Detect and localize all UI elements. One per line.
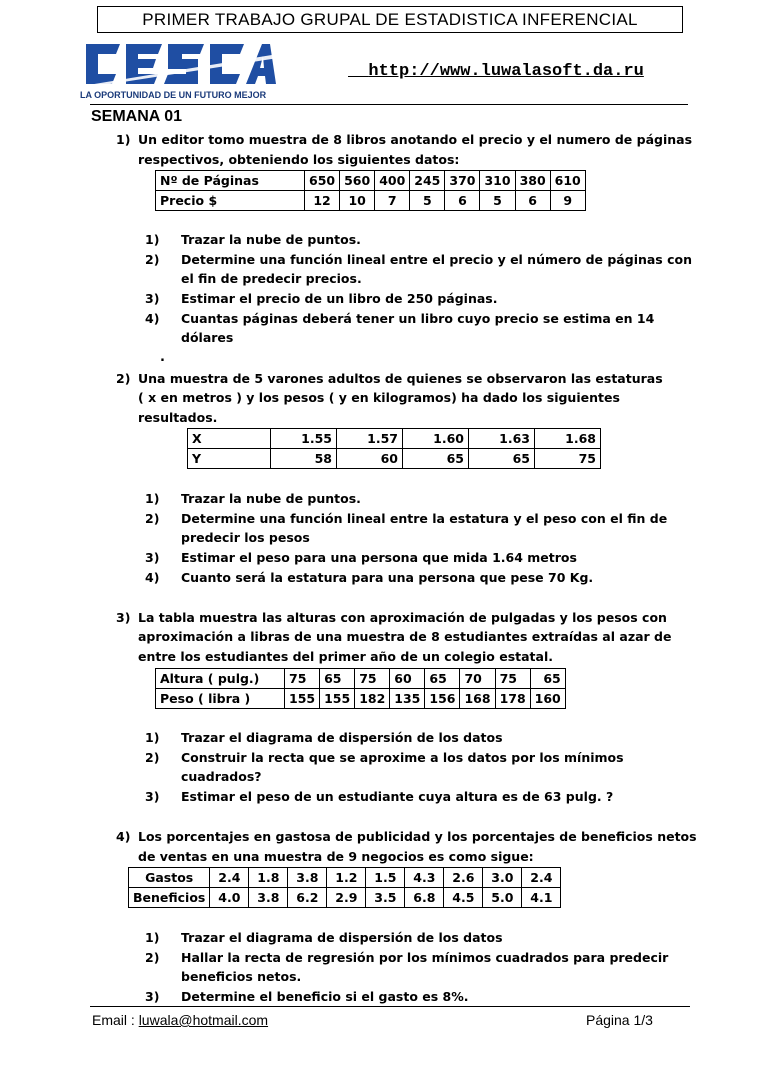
- table-cell: 60: [390, 669, 425, 689]
- table-cell: 245: [410, 171, 445, 191]
- row-label: X: [188, 429, 271, 449]
- table-cell: 6: [445, 191, 480, 211]
- task-text: dólares: [181, 330, 234, 345]
- section-title: SEMANA 01: [91, 108, 182, 125]
- data-table: [155, 668, 566, 709]
- table-cell: 155: [285, 689, 320, 709]
- table-cell: 2.4: [522, 868, 561, 888]
- table-cell: 6: [515, 191, 550, 211]
- task-text: Determine una función lineal entre el precio y el número de páginas con: [181, 252, 692, 267]
- problem-number: 3): [116, 610, 131, 625]
- table-cell: 7: [375, 191, 410, 211]
- table-cell: 10: [340, 191, 375, 211]
- table-cell: 3.0: [483, 868, 522, 888]
- table-cell: 75: [535, 449, 601, 469]
- email-label: Email :: [92, 1012, 135, 1028]
- task-text: beneficios netos.: [181, 969, 302, 984]
- task-number: 3): [145, 291, 160, 306]
- table-cell: 9: [550, 191, 585, 211]
- table-cell: 1.8: [249, 868, 288, 888]
- table-cell: 58: [271, 449, 337, 469]
- email-link[interactable]: luwala@hotmail.com: [138, 1012, 269, 1028]
- table-cell: 1.63: [469, 429, 535, 449]
- table-cell: 75: [285, 669, 320, 689]
- task-text: cuadrados?: [181, 769, 262, 784]
- task-text: Determine una función lineal entre la estatura y el peso con el fin de: [181, 511, 668, 526]
- problem-text-line: Una muestra de 5 varones adultos de quienes se observaron las estaturas: [138, 371, 663, 386]
- task-text: Estimar el peso para una persona que mida 1.64 metros: [181, 550, 577, 565]
- problem-text-line: La tabla muestra las alturas con aproximación de pulgadas y los pesos con: [138, 610, 667, 625]
- task-number: 3): [145, 989, 160, 1004]
- table-cell: 4.0: [210, 888, 249, 908]
- row-label: Beneficios: [129, 888, 210, 908]
- task-text: Determine el beneficio si el gasto es 8%.: [181, 989, 469, 1004]
- footer-divider: [90, 1006, 690, 1007]
- row-label: Nº de Páginas: [156, 171, 305, 191]
- table-cell: 6.2: [288, 888, 327, 908]
- table-cell: 560: [340, 171, 375, 191]
- table-cell: 1.57: [337, 429, 403, 449]
- table-row: [156, 191, 586, 211]
- table-row: [156, 669, 566, 689]
- table-row: [188, 429, 601, 449]
- problem-text-line: aproximación a libras de una muestra de 8 estudiantes extraídas al azar de: [138, 629, 672, 644]
- task-number: 1): [145, 491, 160, 506]
- task-number: 2): [145, 950, 160, 965]
- table-cell: 4.1: [522, 888, 561, 908]
- cesca-logo-graphic: [78, 40, 278, 90]
- row-label: Altura ( pulg.): [156, 669, 285, 689]
- table-row: [188, 449, 601, 469]
- table-cell: 12: [305, 191, 340, 211]
- task-text: Trazar la nube de puntos.: [181, 491, 361, 506]
- table-cell: 3.8: [249, 888, 288, 908]
- table-cell: 1.2: [327, 868, 366, 888]
- table-cell: 75: [495, 669, 530, 689]
- table-cell: 400: [375, 171, 410, 191]
- table-cell: 182: [355, 689, 390, 709]
- task-text: Estimar el peso de un estudiante cuya altura es de 63 pulg. ?: [181, 789, 614, 804]
- table-cell: 1.68: [535, 429, 601, 449]
- table-cell: 3.5: [366, 888, 405, 908]
- problem-text-line: de ventas en una muestra de 9 negocios es como sigue:: [138, 849, 534, 864]
- table-cell: 3.8: [288, 868, 327, 888]
- task-text: Trazar el diagrama de dispersión de los datos: [181, 930, 503, 945]
- task-number: 1): [145, 930, 160, 945]
- table-cell: 2.4: [210, 868, 249, 888]
- table-cell: 1.5: [366, 868, 405, 888]
- table-row: [129, 868, 561, 888]
- task-text: el fin de predecir precios.: [181, 271, 362, 286]
- table-cell: 5: [480, 191, 515, 211]
- row-label: Precio $: [156, 191, 305, 211]
- table-cell: 2.9: [327, 888, 366, 908]
- task-text: Construir la recta que se aproxime a los datos por los mínimos: [181, 750, 624, 765]
- task-number: 4): [145, 311, 160, 326]
- data-table: [155, 170, 586, 211]
- problem-number: 1): [116, 132, 131, 147]
- table-cell: 4.5: [444, 888, 483, 908]
- task-text: Cuantas páginas deberá tener un libro cuyo precio se estima en 14: [181, 311, 655, 326]
- task-number: 3): [145, 789, 160, 804]
- task-text: Estimar el precio de un libro de 250 páginas.: [181, 291, 498, 306]
- page-number: Página 1/3: [586, 1012, 653, 1028]
- logo-tagline: LA OPORTUNIDAD DE UN FUTURO MEJOR: [80, 90, 267, 100]
- table-cell: 2.6: [444, 868, 483, 888]
- task-number: 4): [145, 570, 160, 585]
- task-number: 3): [145, 550, 160, 565]
- table-cell: 6.8: [405, 888, 444, 908]
- problem-number: 2): [116, 371, 131, 386]
- table-cell: 65: [403, 449, 469, 469]
- task-text: predecir los pesos: [181, 530, 310, 545]
- table-cell: 160: [530, 689, 565, 709]
- data-table: [128, 867, 561, 908]
- problem-text-line: entre los estudiantes del primer año de un colegio estatal.: [138, 649, 553, 664]
- task-number: 2): [145, 252, 160, 267]
- table-row: [156, 171, 586, 191]
- website-url[interactable]: http://www.luwalasoft.da.ru: [368, 62, 644, 81]
- row-label: Peso ( libra ): [156, 689, 285, 709]
- table-cell: 5.0: [483, 888, 522, 908]
- problem-text-line: ( x en metros ) y los pesos ( y en kilogramos) ha dado los siguientes: [138, 390, 620, 405]
- problem-text-line: Los porcentajes en gastosa de publicidad y los porcentajes de beneficios netos: [138, 829, 697, 844]
- footer-email: [92, 1012, 268, 1028]
- table-cell: 610: [550, 171, 585, 191]
- table-cell: 135: [390, 689, 425, 709]
- table-cell: 65: [425, 669, 460, 689]
- table-cell: 65: [469, 449, 535, 469]
- table-cell: 370: [445, 171, 480, 191]
- table-cell: 178: [495, 689, 530, 709]
- stray-dot: .: [160, 350, 165, 365]
- table-cell: 70: [460, 669, 495, 689]
- table-cell: 155: [320, 689, 355, 709]
- task-number: 1): [145, 232, 160, 247]
- cesca-logo: [78, 40, 278, 106]
- table-cell: 380: [515, 171, 550, 191]
- table-cell: 60: [337, 449, 403, 469]
- task-number: 2): [145, 750, 160, 765]
- table-cell: 156: [425, 689, 460, 709]
- table-cell: 650: [305, 171, 340, 191]
- table-row: [129, 888, 561, 908]
- problem-number: 4): [116, 829, 131, 844]
- data-table: [187, 428, 601, 469]
- table-cell: 310: [480, 171, 515, 191]
- table-cell: 65: [320, 669, 355, 689]
- task-text: Trazar el diagrama de dispersión de los datos: [181, 730, 503, 745]
- document-title: PRIMER TRABAJO GRUPAL DE ESTADISTICA INFERENCIAL: [97, 6, 683, 33]
- task-number: 2): [145, 511, 160, 526]
- task-text: Trazar la nube de puntos.: [181, 232, 361, 247]
- table-cell: 5: [410, 191, 445, 211]
- table-cell: 168: [460, 689, 495, 709]
- table-cell: 75: [355, 669, 390, 689]
- row-label: Gastos: [129, 868, 210, 888]
- table-cell: 65: [530, 669, 565, 689]
- header-divider: [90, 104, 688, 105]
- problem-text-line: Un editor tomo muestra de 8 libros anotando el precio y el numero de páginas: [138, 132, 693, 147]
- task-number: 1): [145, 730, 160, 745]
- table-cell: 1.60: [403, 429, 469, 449]
- problem-text-line: respectivos, obteniendo los siguientes datos:: [138, 152, 460, 167]
- table-row: [156, 689, 566, 709]
- table-cell: 1.55: [271, 429, 337, 449]
- row-label: Y: [188, 449, 271, 469]
- problem-text-line: resultados.: [138, 410, 218, 425]
- table-cell: 4.3: [405, 868, 444, 888]
- task-text: Hallar la recta de regresión por los mínimos cuadrados para predecir: [181, 950, 669, 965]
- task-text: Cuanto será la estatura para una persona que pese 70 Kg.: [181, 570, 594, 585]
